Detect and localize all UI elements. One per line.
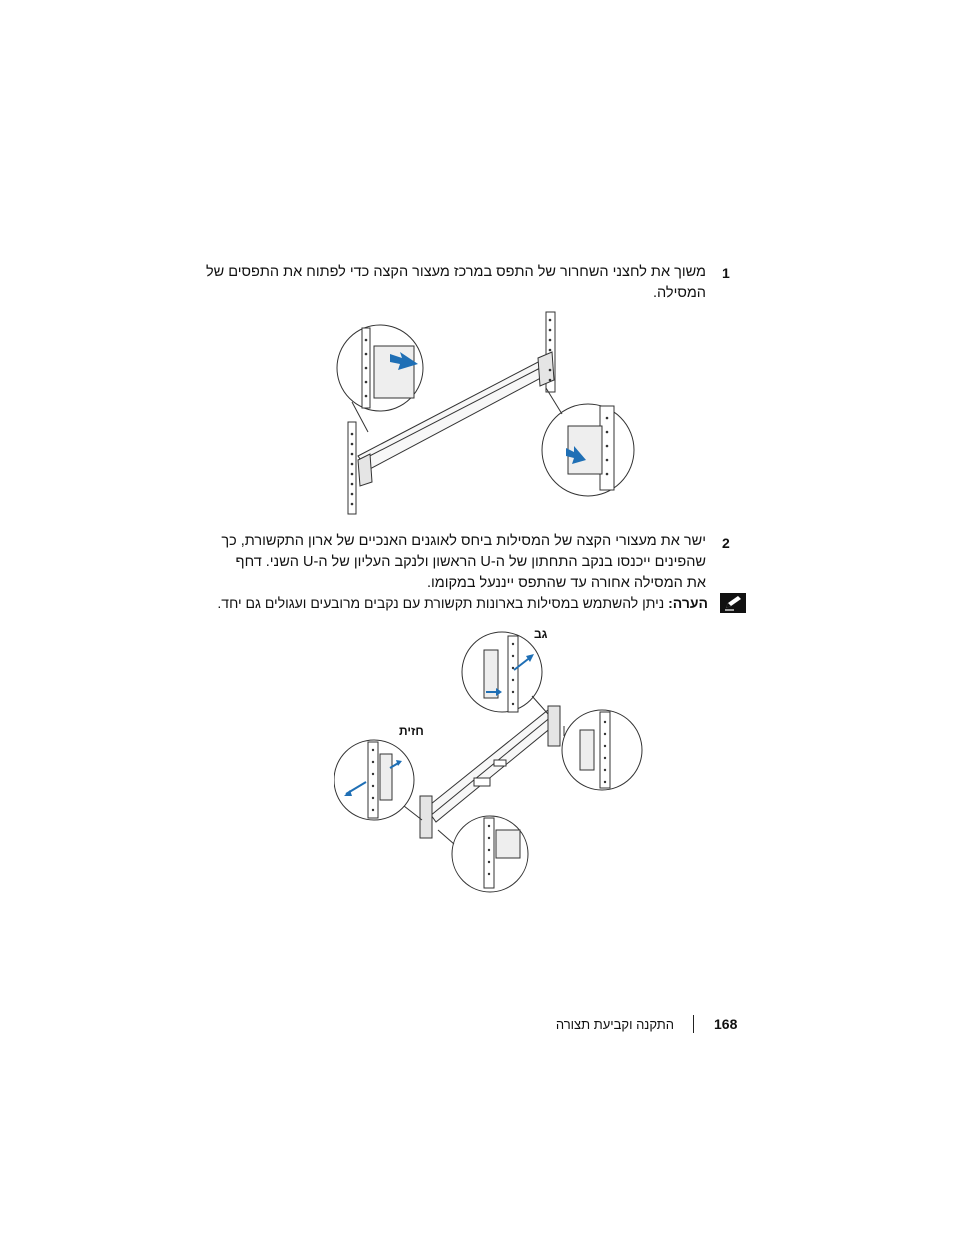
step-1-line-2: המסילה. [652, 285, 706, 301]
step-2-text [220, 531, 706, 594]
note-text [217, 595, 708, 611]
footer-section-title: התקנה וקביעת תצורה [555, 1017, 674, 1032]
step-1-line-1: משוך את לחצני השחרור של התפס במרכז מעצור הקצה כדי לפתוח את התפסים של [205, 264, 706, 280]
step-2-line-1: ישר את מעצורי הקצה של המסילות ביחס לאוגנים האנכיים של ארון התקשורת, כך [221, 533, 706, 549]
note-body: ניתן להשתמש במסילות בארונות תקשורת עם נקבים מרובעים ועגולים גם יחד. [217, 595, 669, 611]
note-label: הערה: [668, 595, 708, 611]
page-number: 168 [714, 1016, 738, 1032]
step-2-number: 2 [722, 535, 730, 551]
step-1-text [205, 262, 706, 304]
rail-latch-illustration [330, 310, 640, 520]
step-2-line-2: שהפינים ייכנסו בנקב התחתון של ה-U הראשון ולנקב העליון של ה-U השני. דחף [235, 554, 706, 570]
step-1-number: 1 [722, 265, 730, 281]
step-2-line-3: את המסילה אחורה עד שהתפס ייננעל במקומו. [426, 575, 706, 591]
note-pencil-icon [720, 593, 746, 613]
figure-label-back: גב [534, 627, 548, 641]
figure-label-front: חזית [399, 724, 424, 738]
footer-separator [693, 1015, 694, 1033]
rail-alignment-illustration [334, 630, 644, 895]
